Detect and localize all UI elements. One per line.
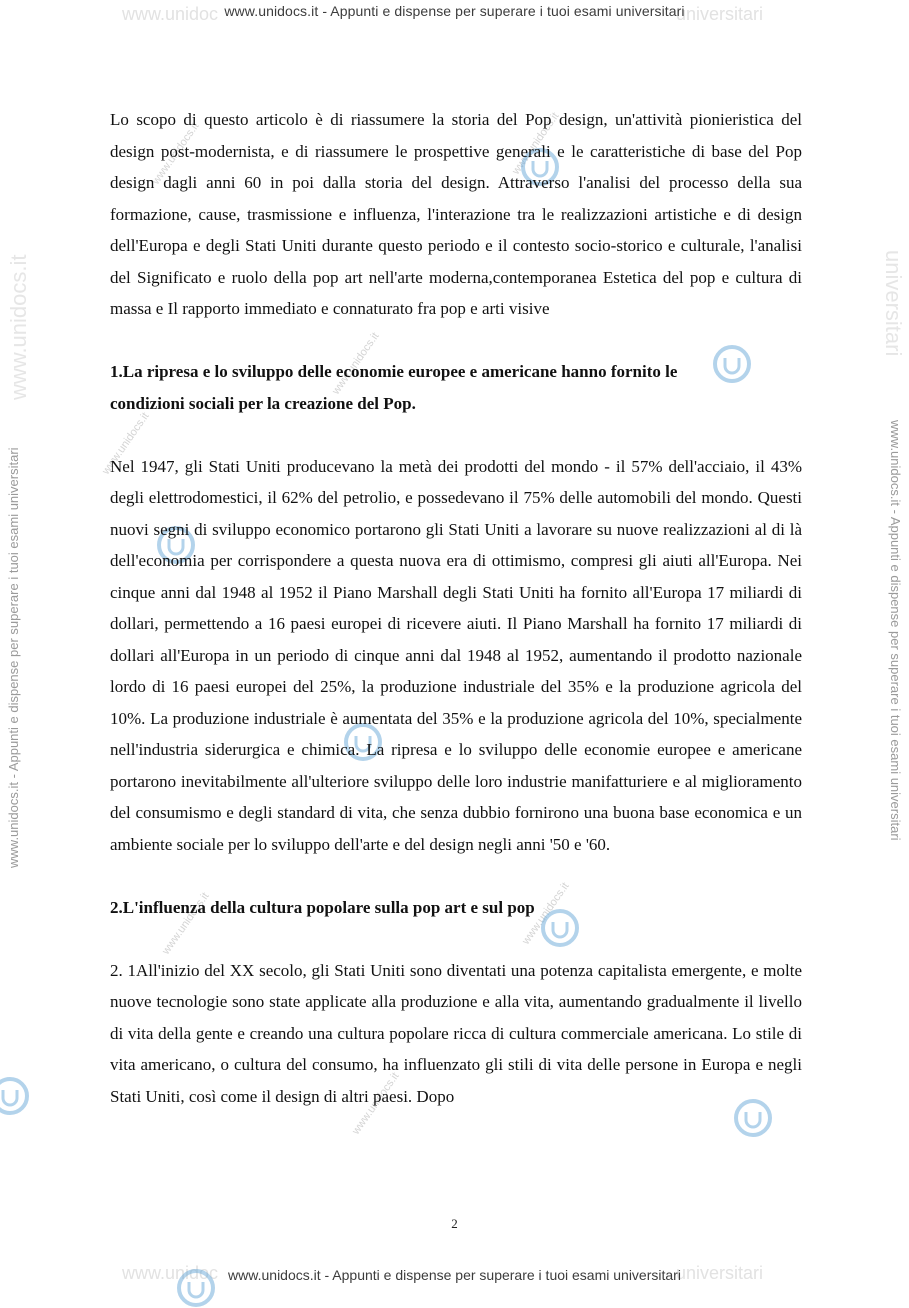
- right-side-ghost-watermark: universitari: [881, 250, 906, 357]
- ghost-watermark-left: www.unidoc: [122, 4, 219, 24]
- diagonal-watermark: www.unidocs.it: [100, 410, 152, 477]
- ghost-watermark-right-bottom: universitari: [676, 1263, 764, 1283]
- document-body: [110, 104, 802, 1112]
- section-1-paragraph: Nel 1947, gli Stati Uniti producevano la metà dei prodotti del mondo - il 57% dell'acciaio, il 43% degli elettrodomestici, il 62% del petrolio, e possedevano il 75% delle automobili del mondo. Questi nuovi segni di sviluppo economico portarono gli Stati Uniti a lavorare su nuove realizzazioni al di là dell'economia per corrispondere a questa nuova era di ottimismo, compresi gli aiuti all'Europa. Nei cinque anni dal 1948 al 1952 il Piano Marshall degli Stati Uniti ha fornito all'Europa 17 miliardi di dollari, permettendo a 16 paesi europei di ricevere aiuti. Il Piano Marshall ha fornito 17 miliardi di dollari all'Europa in un periodo di cinque anni dal 1948 al 1952, aumentando il prodotto nazionale lordo di 16 paesi europei del 25%, la produzione industriale del 35% e la produzione agricola del 10%. La produzione industriale è aumentata del 35% e la produzione agricola del 10%, specialmente nell'industria siderurgica e chimica. La ripresa e lo sviluppo delle economie europee e americane portarono inevitabilmente all'ulteriore sviluppo delle loro industrie manifatturiere e al miglioramento del consumismo e degli standard di vita, che senza dubbio fornirono una buona base economica e un ambiente sociale per lo sviluppo dell'arte e del design negli anni '50 e '60.: [110, 456, 802, 854]
- paragraph-spacer: [110, 923, 802, 955]
- page-number: 2: [451, 1216, 458, 1231]
- unidocs-logo-watermark-icon: [0, 1076, 30, 1116]
- paragraph-spacer: [110, 325, 802, 357]
- diagonal-watermark: www.unidocs.it: [520, 880, 572, 947]
- section-1-heading-line-2: condizioni sociali per la creazione del Pop.: [110, 393, 416, 413]
- header-watermark-banner: www.unidocs.it - Appunti e dispense per superare i tuoi esami universitari: [224, 3, 685, 19]
- diagonal-watermark: www.unidocs.it: [510, 110, 562, 177]
- section-1-heading-line-1: 1.La ripresa e lo sviluppo delle economie europee e americane hanno fornito le: [110, 362, 678, 381]
- intro-paragraph: Lo scopo di questo articolo è di riassumere la storia del Pop design, un'attività pionieristica del design post-modernista, e di riassumere le prospettive generali e le caratteristiche di base del Pop design dagli anni 60 in poi dalla storia del design. Attraverso l'analisi del processo della sua formazione, cause, trasmissione e influenza, l'interazione tra le realizzazioni artistiche e di design dell'Europa e degli Stati Uniti durante questo periodo e il contesto socio-storico e culturale, l'analisi del Significato e ruolo della pop art nell'arte moderna,contemporanea Estetica del pop e cultura di massa e Il rapporto immediato e connaturato fra pop e arti visive: [110, 110, 802, 318]
- diagonal-watermark: www.unidocs.it: [160, 890, 212, 957]
- diagonal-watermark: www.unidocs.it: [150, 120, 202, 187]
- ghost-watermark-left-bottom: www.unidoc: [122, 1263, 219, 1283]
- section-2-heading: 2.L'influenza della cultura popolare sulla pop art e sul pop: [110, 897, 535, 917]
- right-side-watermark: www.unidocs.it - Appunti e dispense per superare i tuoi esami universitari: [888, 420, 903, 841]
- footer-watermark-banner: www.unidocs.it - Appunti e dispense per superare i tuoi esami universitari: [228, 1267, 681, 1283]
- left-side-watermark: www.unidocs.it - Appunti e dispense per superare i tuoi esami universitari: [6, 447, 21, 868]
- diagonal-watermark: www.unidocs.it: [330, 330, 382, 397]
- ghost-watermark-right: universitari: [676, 4, 764, 24]
- left-side-ghost-watermark: www.unidocs.it: [6, 254, 31, 400]
- section-1-heading: [110, 356, 802, 419]
- diagonal-watermark: www.unidocs.it: [350, 1070, 402, 1137]
- paragraph-spacer: [110, 860, 802, 892]
- unidocs-logo-watermark-icon: [176, 1268, 216, 1308]
- paragraph-spacer: [110, 419, 802, 451]
- section-2-paragraph: 2. 1All'inizio del XX secolo, gli Stati Uniti sono diventati una potenza capitalista emergente, e molte nuove tecnologie sono state applicate alla produzione e alla vita, aumentando gradualmente il livello di vita della gente e creando una cultura popolare ricca di cultura commerciale americana. Lo stile di vita americano, o cultura del consumo, ha influenzato gli stili di vita delle persone in Europa e negli Stati Uniti, così come il design di altri paesi. Dopo: [110, 960, 802, 1106]
